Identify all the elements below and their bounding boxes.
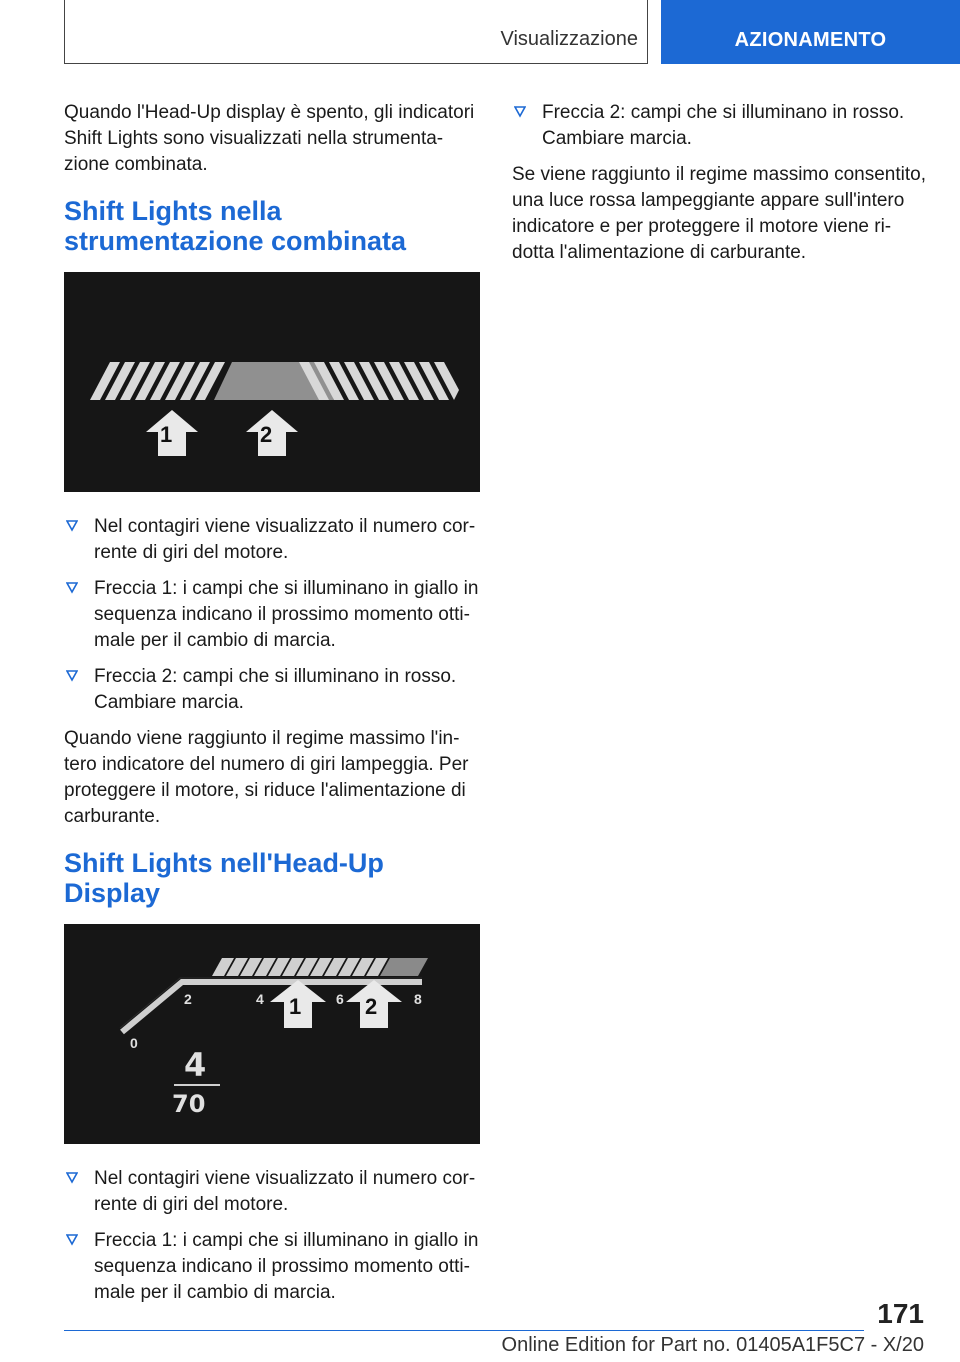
figure-hud-shift-lights [64, 924, 480, 1144]
rev-limit-paragraph: Quando viene raggiunto il regime massimo l'in-tero indicatore del numero di giri lampeggia. Per proteggere il motore, si riduce l'alimentazione di carburante. [64, 728, 469, 827]
page-number: 171 [877, 1298, 924, 1329]
footer-divider [64, 1330, 864, 1331]
hud-arrow-2-label: 2 [365, 994, 378, 1019]
list-item: Freccia 1: i campi che si illuminano in giallo in sequenza indicano il prossimo momento otti-male per il cambio di marcia. [64, 576, 480, 654]
edition-text: Online Edition for Part no. 01405A1F5C7 - X/20 [501, 1334, 924, 1356]
header-section-title: Visualizzazione [500, 28, 638, 50]
scale-tick-label: 0 [130, 1035, 138, 1051]
max-rpm-paragraph: Se viene raggiunto il regime massimo consentito, una luce rossa lampeggiante appare sull'intero indicatore e per proteggere il motore viene ri-dotta l'alimentazione di carburante. [512, 164, 926, 263]
hud-arrow-1-label: 1 [289, 994, 302, 1019]
scale-tick-label: 2 [184, 991, 192, 1007]
left-column [64, 100, 480, 1316]
bullet-triangle-icon [514, 106, 526, 118]
list-item: Freccia 1: i campi che si illuminano in giallo in sequenza indicano il prossimo momento otti-male per il cambio di marcia. [64, 1228, 480, 1306]
arrow-2-label: 2 [260, 422, 273, 447]
bullet-list-continued [512, 100, 928, 152]
list-item: Freccia 2: campi che si illuminano in rosso. Cambiare marcia. [64, 664, 480, 716]
bullet-triangle-icon [66, 670, 78, 682]
arrow-1-label: 1 [160, 422, 173, 447]
list-item: Nel contagiri viene visualizzato il numero cor-rente di giri del motore. [64, 1166, 480, 1218]
list-item: Freccia 2: campi che si illuminano in rosso. Cambiare marcia. [512, 100, 928, 152]
hud-speed-value: 70 [172, 1090, 206, 1118]
bullet-triangle-icon [66, 1172, 78, 1184]
intro-paragraph: Quando l'Head-Up display è spento, gli indicatori Shift Lights sono visualizzati nella strumenta-zione combinata. [64, 102, 475, 175]
section-heading-cluster: Shift Lights nella strumentazione combinata [64, 196, 407, 256]
chapter-tab-label: AZIONAMENTO [734, 29, 887, 51]
section-heading-hud: Shift Lights nell'Head-Up Display [64, 848, 384, 908]
scale-tick-label: 8 [414, 991, 422, 1007]
hud-gear-value: 4 [184, 1046, 207, 1084]
right-column [512, 100, 928, 276]
bullet-triangle-icon [66, 1234, 78, 1246]
bullet-list-hud [64, 1166, 480, 1306]
header-chapter-tab[interactable] [661, 0, 960, 64]
scale-tick-label: 6 [336, 991, 344, 1007]
scale-tick-label: 4 [256, 991, 264, 1007]
figure-instrument-cluster-shift-lights [64, 272, 480, 492]
hud-divider [174, 1084, 220, 1086]
bullet-triangle-icon [66, 520, 78, 532]
bullet-triangle-icon [66, 582, 78, 594]
list-item: Nel contagiri viene visualizzato il numero cor-rente di giri del motore. [64, 514, 480, 566]
bullet-list-cluster [64, 514, 480, 716]
